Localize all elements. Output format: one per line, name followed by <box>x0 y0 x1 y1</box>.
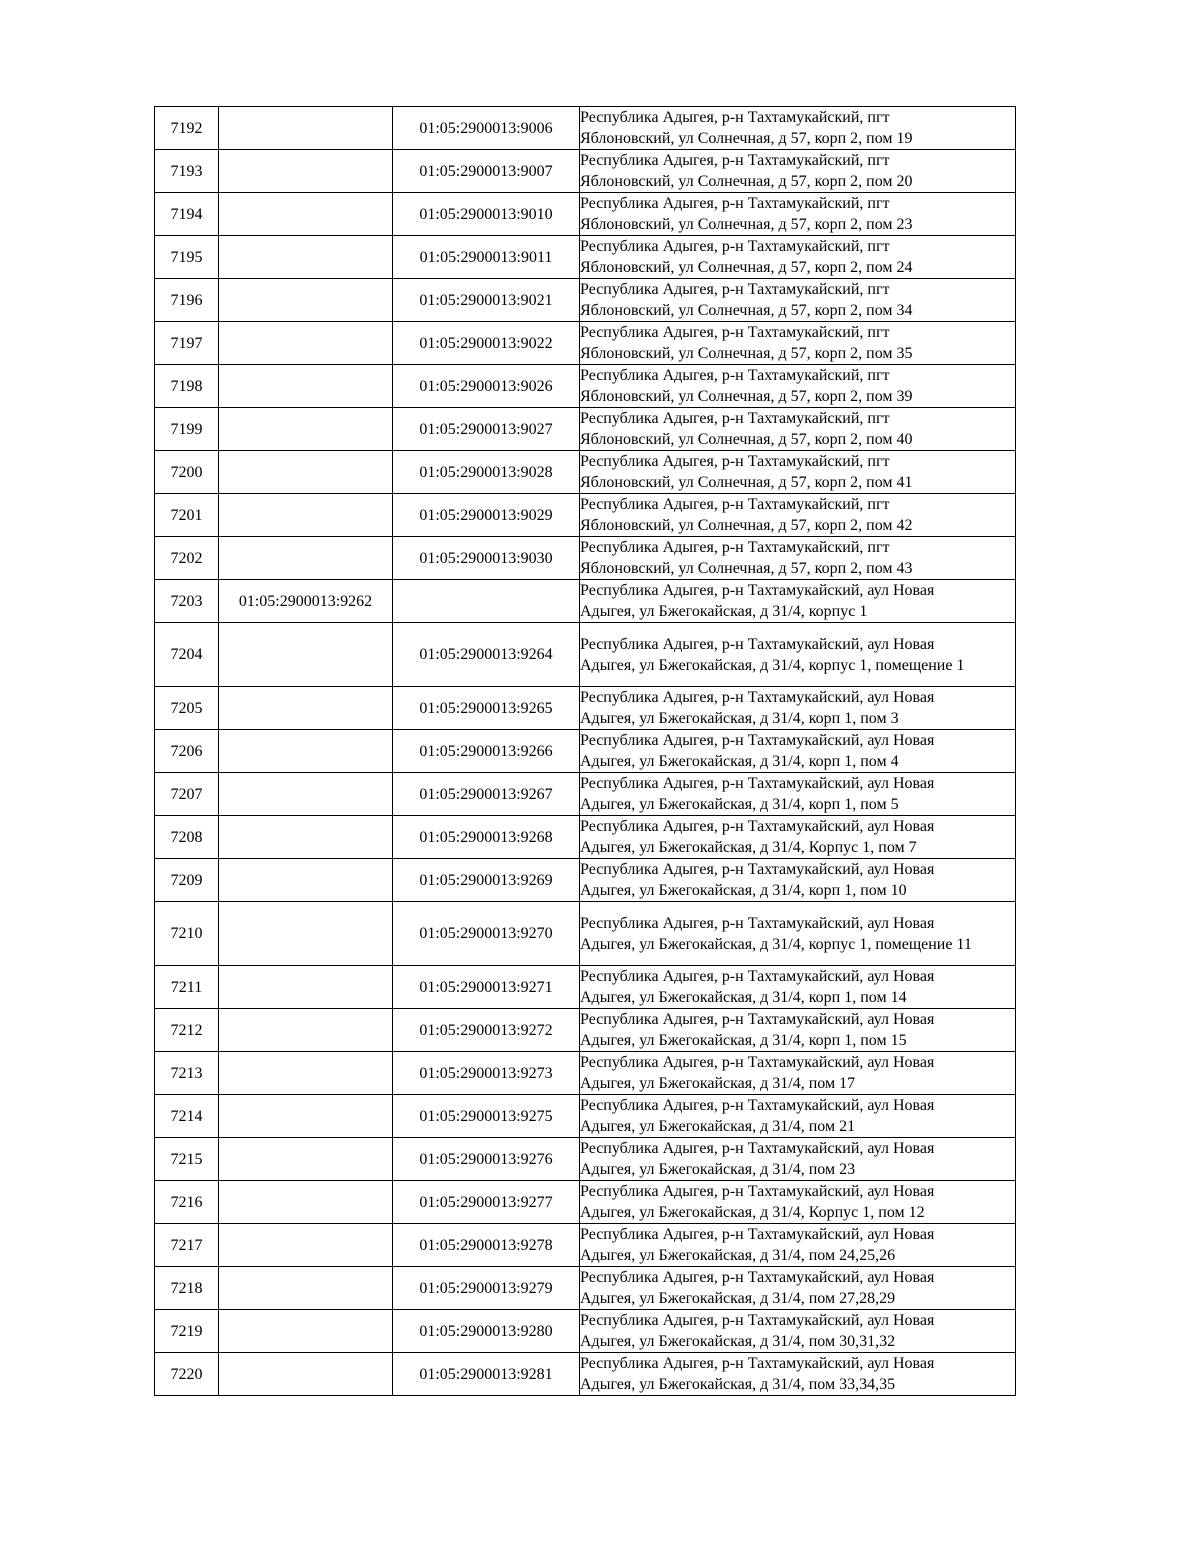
parent-cadastral-number-cell <box>219 1224 393 1267</box>
cadastral-number-cell: 01:05:2900013:9270 <box>393 902 580 966</box>
address-cell <box>580 451 1016 494</box>
cadastral-number-cell: 01:05:2900013:9268 <box>393 816 580 859</box>
table-row <box>155 322 1016 365</box>
address-line: Республика Адыгея, р-н Тахтамукайский, аул Новая <box>580 1054 935 1071</box>
table-row <box>155 773 1016 816</box>
address-cell <box>580 623 1016 687</box>
address-line: Адыгея, ул Бжегокайская, д 31/4, Корпус 1, пом 12 <box>580 1204 925 1221</box>
table-row <box>155 279 1016 322</box>
cadastral-number-cell: 01:05:2900013:9271 <box>393 966 580 1009</box>
address-cell <box>580 730 1016 773</box>
table-row <box>155 623 1016 687</box>
parent-cadastral-number-cell <box>219 730 393 773</box>
row-number-cell: 7210 <box>155 902 219 966</box>
table-row <box>155 1138 1016 1181</box>
address-line: Республика Адыгея, р-н Тахтамукайский, аул Новая <box>580 1312 935 1329</box>
table-row <box>155 816 1016 859</box>
row-number-cell: 7218 <box>155 1267 219 1310</box>
address-cell <box>580 1353 1016 1396</box>
table-row <box>155 1009 1016 1052</box>
cadastral-number-cell: 01:05:2900013:9275 <box>393 1095 580 1138</box>
address-cell <box>580 322 1016 365</box>
address-line: Яблоновский, ул Солнечная, д 57, корп 2, пом 43 <box>580 560 913 577</box>
parent-cadastral-number-cell <box>219 1353 393 1396</box>
row-number-cell: 7199 <box>155 408 219 451</box>
parent-cadastral-number-cell <box>219 1095 393 1138</box>
cadastral-number-cell: 01:05:2900013:9265 <box>393 687 580 730</box>
cadastral-number-cell: 01:05:2900013:9279 <box>393 1267 580 1310</box>
row-number-cell: 7206 <box>155 730 219 773</box>
row-number-cell: 7211 <box>155 966 219 1009</box>
address-line: Адыгея, ул Бжегокайская, д 31/4, пом 27,28,29 <box>580 1290 896 1307</box>
table-row <box>155 1353 1016 1396</box>
table-row <box>155 730 1016 773</box>
table-row <box>155 451 1016 494</box>
cadastral-number-cell: 01:05:2900013:9007 <box>393 150 580 193</box>
address-line: Адыгея, ул Бжегокайская, д 31/4, корпус 1, помещение 1 <box>580 656 965 674</box>
address-line: Республика Адыгея, р-н Тахтамукайский, аул Новая <box>580 775 935 792</box>
parent-cadastral-number-cell <box>219 816 393 859</box>
address-line: Яблоновский, ул Солнечная, д 57, корп 2, пом 23 <box>580 216 913 233</box>
address-line: Республика Адыгея, р-н Тахтамукайский, аул Новая <box>580 914 935 932</box>
parent-cadastral-number-cell <box>219 408 393 451</box>
address-cell <box>580 1310 1016 1353</box>
row-number-cell: 7215 <box>155 1138 219 1181</box>
row-number-cell: 7192 <box>155 107 219 150</box>
address-cell <box>580 107 1016 150</box>
parent-cadastral-number-cell: 01:05:2900013:9262 <box>219 580 393 623</box>
address-cell <box>580 494 1016 537</box>
address-cell <box>580 1009 1016 1052</box>
address-line: Республика Адыгея, р-н Тахтамукайский, аул Новая <box>580 1355 935 1372</box>
row-number-cell: 7196 <box>155 279 219 322</box>
address-cell <box>580 537 1016 580</box>
table-row <box>155 365 1016 408</box>
address-line: Республика Адыгея, р-н Тахтамукайский, пгт <box>580 281 890 298</box>
row-number-cell: 7195 <box>155 236 219 279</box>
address-cell <box>580 365 1016 408</box>
row-number-cell: 7207 <box>155 773 219 816</box>
row-number-cell: 7219 <box>155 1310 219 1353</box>
address-line: Адыгея, ул Бжегокайская, д 31/4, пом 24,25,26 <box>580 1247 896 1264</box>
address-line: Республика Адыгея, р-н Тахтамукайский, пгт <box>580 539 890 556</box>
cadastral-number-cell: 01:05:2900013:9006 <box>393 107 580 150</box>
address-line: Адыгея, ул Бжегокайская, д 31/4, корпус 1 <box>580 603 868 620</box>
parent-cadastral-number-cell <box>219 1267 393 1310</box>
parent-cadastral-number-cell <box>219 773 393 816</box>
address-line: Республика Адыгея, р-н Тахтамукайский, аул Новая <box>580 689 935 706</box>
row-number-cell: 7201 <box>155 494 219 537</box>
row-number-cell: 7217 <box>155 1224 219 1267</box>
row-number-cell: 7220 <box>155 1353 219 1396</box>
parent-cadastral-number-cell <box>219 537 393 580</box>
address-line: Республика Адыгея, р-н Тахтамукайский, пгт <box>580 453 890 470</box>
table-row <box>155 966 1016 1009</box>
row-number-cell: 7204 <box>155 623 219 687</box>
row-number-cell: 7216 <box>155 1181 219 1224</box>
registry-table-body <box>155 107 1016 1396</box>
row-number-cell: 7214 <box>155 1095 219 1138</box>
parent-cadastral-number-cell <box>219 236 393 279</box>
address-line: Адыгея, ул Бжегокайская, д 31/4, корп 1, пом 3 <box>580 710 899 727</box>
address-line: Республика Адыгея, р-н Тахтамукайский, аул Новая <box>580 861 935 878</box>
table-row <box>155 1267 1016 1310</box>
table-row <box>155 107 1016 150</box>
address-cell <box>580 773 1016 816</box>
parent-cadastral-number-cell <box>219 279 393 322</box>
table-row <box>155 902 1016 966</box>
table-row <box>155 537 1016 580</box>
address-cell <box>580 150 1016 193</box>
parent-cadastral-number-cell <box>219 687 393 730</box>
address-line: Республика Адыгея, р-н Тахтамукайский, пгт <box>580 410 890 427</box>
address-line: Адыгея, ул Бжегокайская, д 31/4, пом 33,34,35 <box>580 1376 896 1393</box>
row-number-cell: 7209 <box>155 859 219 902</box>
address-line: Адыгея, ул Бжегокайская, д 31/4, пом 23 <box>580 1161 856 1178</box>
address-line: Адыгея, ул Бжегокайская, д 31/4, корп 1, пом 15 <box>580 1032 907 1049</box>
address-line: Яблоновский, ул Солнечная, д 57, корп 2, пом 20 <box>580 173 913 190</box>
row-number-cell: 7205 <box>155 687 219 730</box>
cadastral-number-cell: 01:05:2900013:9010 <box>393 193 580 236</box>
address-line: Республика Адыгея, р-н Тахтамукайский, аул Новая <box>580 732 935 749</box>
address-line: Яблоновский, ул Солнечная, д 57, корп 2, пом 35 <box>580 345 913 362</box>
address-cell <box>580 1224 1016 1267</box>
registry-table <box>154 106 1016 1396</box>
address-cell <box>580 1052 1016 1095</box>
row-number-cell: 7200 <box>155 451 219 494</box>
address-line: Адыгея, ул Бжегокайская, д 31/4, корпус 1, помещение 11 <box>580 935 972 953</box>
address-cell <box>580 902 1016 966</box>
address-cell <box>580 1181 1016 1224</box>
parent-cadastral-number-cell <box>219 623 393 687</box>
address-line: Яблоновский, ул Солнечная, д 57, корп 2, пом 19 <box>580 130 913 147</box>
row-number-cell: 7202 <box>155 537 219 580</box>
cadastral-number-cell: 01:05:2900013:9267 <box>393 773 580 816</box>
table-row <box>155 193 1016 236</box>
cadastral-number-cell: 01:05:2900013:9028 <box>393 451 580 494</box>
parent-cadastral-number-cell <box>219 494 393 537</box>
address-line: Адыгея, ул Бжегокайская, д 31/4, Корпус 1, пом 7 <box>580 839 917 856</box>
address-cell <box>580 580 1016 623</box>
cadastral-number-cell: 01:05:2900013:9026 <box>393 365 580 408</box>
cadastral-number-cell: 01:05:2900013:9264 <box>393 623 580 687</box>
address-line: Республика Адыгея, р-н Тахтамукайский, аул Новая <box>580 968 935 985</box>
address-line: Адыгея, ул Бжегокайская, д 31/4, пом 21 <box>580 1118 856 1135</box>
parent-cadastral-number-cell <box>219 1009 393 1052</box>
row-number-cell: 7193 <box>155 150 219 193</box>
table-row <box>155 1181 1016 1224</box>
address-line: Республика Адыгея, р-н Тахтамукайский, аул Новая <box>580 635 935 653</box>
cadastral-number-cell: 01:05:2900013:9021 <box>393 279 580 322</box>
cadastral-number-cell: 01:05:2900013:9269 <box>393 859 580 902</box>
address-line: Республика Адыгея, р-н Тахтамукайский, пгт <box>580 195 890 212</box>
address-line: Республика Адыгея, р-н Тахтамукайский, пгт <box>580 496 890 513</box>
address-line: Яблоновский, ул Солнечная, д 57, корп 2, пом 40 <box>580 431 913 448</box>
table-row <box>155 580 1016 623</box>
table-row <box>155 494 1016 537</box>
row-number-cell: 7213 <box>155 1052 219 1095</box>
table-row <box>155 859 1016 902</box>
address-line: Адыгея, ул Бжегокайская, д 31/4, корп 1, пом 5 <box>580 796 899 813</box>
address-line: Республика Адыгея, р-н Тахтамукайский, аул Новая <box>580 1226 935 1243</box>
row-number-cell: 7212 <box>155 1009 219 1052</box>
table-row <box>155 1052 1016 1095</box>
address-line: Республика Адыгея, р-н Тахтамукайский, пгт <box>580 152 890 169</box>
parent-cadastral-number-cell <box>219 107 393 150</box>
address-line: Адыгея, ул Бжегокайская, д 31/4, корп 1, пом 10 <box>580 882 907 899</box>
cadastral-number-cell: 01:05:2900013:9027 <box>393 408 580 451</box>
cadastral-number-cell: 01:05:2900013:9266 <box>393 730 580 773</box>
address-line: Адыгея, ул Бжегокайская, д 31/4, корп 1, пом 4 <box>580 753 899 770</box>
address-line: Республика Адыгея, р-н Тахтамукайский, аул Новая <box>580 1269 935 1286</box>
address-line: Республика Адыгея, р-н Тахтамукайский, пгт <box>580 238 890 255</box>
table-row <box>155 687 1016 730</box>
row-number-cell: 7194 <box>155 193 219 236</box>
address-line: Адыгея, ул Бжегокайская, д 31/4, пом 17 <box>580 1075 856 1092</box>
address-line: Республика Адыгея, р-н Тахтамукайский, пгт <box>580 367 890 384</box>
address-line: Республика Адыгея, р-н Тахтамукайский, аул Новая <box>580 1140 935 1157</box>
address-cell <box>580 408 1016 451</box>
address-line: Республика Адыгея, р-н Тахтамукайский, аул Новая <box>580 582 935 599</box>
parent-cadastral-number-cell <box>219 150 393 193</box>
cadastral-number-cell: 01:05:2900013:9280 <box>393 1310 580 1353</box>
address-cell <box>580 859 1016 902</box>
address-line: Яблоновский, ул Солнечная, д 57, корп 2, пом 42 <box>580 517 913 534</box>
parent-cadastral-number-cell <box>219 966 393 1009</box>
address-cell <box>580 279 1016 322</box>
address-cell <box>580 1267 1016 1310</box>
parent-cadastral-number-cell <box>219 365 393 408</box>
row-number-cell: 7197 <box>155 322 219 365</box>
parent-cadastral-number-cell <box>219 1138 393 1181</box>
address-line: Яблоновский, ул Солнечная, д 57, корп 2, пом 41 <box>580 474 913 491</box>
address-line: Республика Адыгея, р-н Тахтамукайский, аул Новая <box>580 1183 935 1200</box>
address-line: Адыгея, ул Бжегокайская, д 31/4, пом 30,31,32 <box>580 1333 896 1350</box>
address-cell <box>580 193 1016 236</box>
cadastral-number-cell: 01:05:2900013:9030 <box>393 537 580 580</box>
table-row <box>155 236 1016 279</box>
parent-cadastral-number-cell <box>219 859 393 902</box>
cadastral-number-cell: 01:05:2900013:9277 <box>393 1181 580 1224</box>
address-cell <box>580 966 1016 1009</box>
address-line: Республика Адыгея, р-н Тахтамукайский, аул Новая <box>580 1011 935 1028</box>
parent-cadastral-number-cell <box>219 1181 393 1224</box>
cadastral-number-cell: 01:05:2900013:9022 <box>393 322 580 365</box>
address-cell <box>580 1095 1016 1138</box>
table-row <box>155 408 1016 451</box>
row-number-cell: 7198 <box>155 365 219 408</box>
table-row <box>155 150 1016 193</box>
table-row <box>155 1095 1016 1138</box>
cadastral-number-cell: 01:05:2900013:9276 <box>393 1138 580 1181</box>
parent-cadastral-number-cell <box>219 1052 393 1095</box>
cadastral-number-cell <box>393 580 580 623</box>
parent-cadastral-number-cell <box>219 451 393 494</box>
address-cell <box>580 816 1016 859</box>
parent-cadastral-number-cell <box>219 902 393 966</box>
address-line: Адыгея, ул Бжегокайская, д 31/4, корп 1, пом 14 <box>580 989 907 1006</box>
address-line: Республика Адыгея, р-н Тахтамукайский, пгт <box>580 324 890 341</box>
parent-cadastral-number-cell <box>219 1310 393 1353</box>
address-line: Республика Адыгея, р-н Тахтамукайский, аул Новая <box>580 1097 935 1114</box>
cadastral-number-cell: 01:05:2900013:9272 <box>393 1009 580 1052</box>
address-line: Яблоновский, ул Солнечная, д 57, корп 2, пом 24 <box>580 259 913 276</box>
address-line: Республика Адыгея, р-н Тахтамукайский, пгт <box>580 109 890 126</box>
address-line: Яблоновский, ул Солнечная, д 57, корп 2, пом 34 <box>580 302 913 319</box>
address-cell <box>580 687 1016 730</box>
table-row <box>155 1310 1016 1353</box>
parent-cadastral-number-cell <box>219 322 393 365</box>
address-cell <box>580 236 1016 279</box>
address-cell <box>580 1138 1016 1181</box>
cadastral-number-cell: 01:05:2900013:9011 <box>393 236 580 279</box>
cadastral-number-cell: 01:05:2900013:9029 <box>393 494 580 537</box>
address-line: Республика Адыгея, р-н Тахтамукайский, аул Новая <box>580 818 935 835</box>
cadastral-number-cell: 01:05:2900013:9281 <box>393 1353 580 1396</box>
row-number-cell: 7203 <box>155 580 219 623</box>
cadastral-number-cell: 01:05:2900013:9278 <box>393 1224 580 1267</box>
table-row <box>155 1224 1016 1267</box>
cadastral-number-cell: 01:05:2900013:9273 <box>393 1052 580 1095</box>
address-line: Яблоновский, ул Солнечная, д 57, корп 2, пом 39 <box>580 388 913 405</box>
parent-cadastral-number-cell <box>219 193 393 236</box>
row-number-cell: 7208 <box>155 816 219 859</box>
